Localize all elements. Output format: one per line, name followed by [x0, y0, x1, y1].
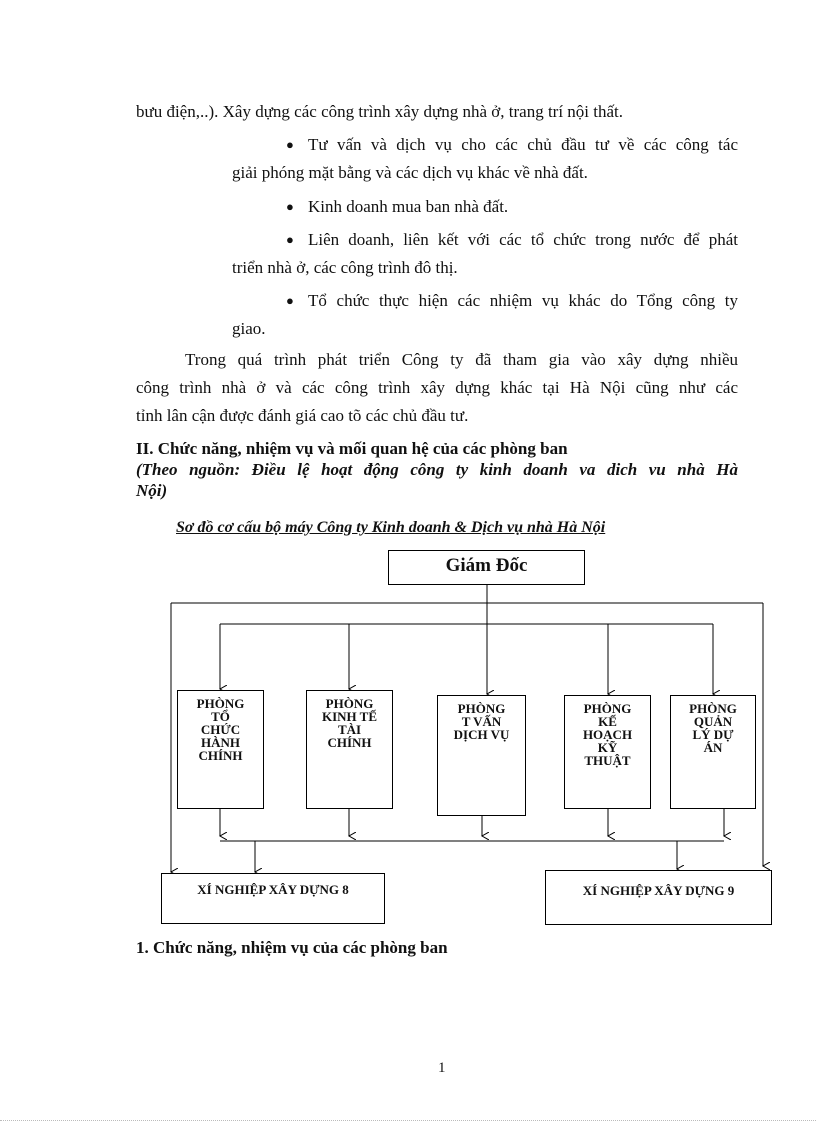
dept-box-consulting-services: [437, 695, 526, 816]
subsection-heading: 1. Chức năng, nhiệm vụ của các phòng ban: [136, 938, 448, 957]
dept-2-line: PHÒNG: [325, 696, 374, 711]
paragraph-line-1: Trong quá trình phát triển Công ty đã tham gia vào xây dựng nhiều: [185, 350, 738, 369]
page-bottom-divider: [0, 1120, 816, 1121]
dept-1-line: HÀNH: [201, 735, 240, 750]
bullet-3-line-1: Liên doanh, liên kết với các tổ chức trong nước để phát: [308, 230, 738, 249]
dept-3-line: PHÒNG: [457, 701, 506, 716]
bullet-icon: ●: [286, 199, 294, 214]
bullet-4-line-2: giao.: [232, 319, 266, 338]
dept-1-line: PHÒNG: [196, 696, 245, 711]
source-line-2: Nội): [136, 481, 168, 500]
dept-1-line: CHỨC: [200, 722, 241, 737]
dept-1-line: TỔ: [211, 709, 230, 724]
bullet-4-line-1: Tổ chức thực hiện các nhiệm vụ khác do Tổng công ty: [308, 291, 738, 310]
page-number: 1: [438, 1060, 446, 1076]
bullet-icon: ●: [286, 293, 294, 308]
director-box: Giám Đốc: [388, 550, 585, 585]
section-heading: II. Chức năng, nhiệm vụ và mối quan hệ của các phòng ban: [136, 439, 568, 458]
dept-5-line: QUẢN: [693, 714, 733, 729]
bullet-3-line-2: triển nhà ở, các công trình đô thị.: [232, 258, 458, 277]
bullet-2-line-1: Kinh doanh mua ban nhà đất.: [308, 197, 509, 216]
dept-2-line: KINH TẾ: [321, 709, 378, 724]
bullet-1-line-1: Tư vấn và dịch vụ cho các chủ đầu tư về các công tác: [308, 135, 738, 154]
enterprise-8-box: XÍ NGHIỆP XÂY DỰNG 8: [161, 873, 385, 924]
dept-3-line: DỊCH VỤ: [453, 727, 510, 742]
bullet-icon: ●: [286, 137, 294, 152]
dept-3-line: T VẤN: [461, 714, 502, 729]
dept-box-planning-technical: [564, 695, 651, 809]
body-line-1: bưu điện,..). Xây dựng các công trình xây dựng nhà ở, trang trí nội thất.: [136, 102, 624, 121]
dept-5-line: PHÒNG: [689, 701, 737, 716]
dept-2-line: TÀI: [337, 722, 362, 737]
enterprise-9-box: XÍ NGHIỆP XÂY DỰNG 9: [545, 870, 772, 925]
dept-4-line: KỸ: [597, 740, 618, 755]
dept-box-project-management: [670, 695, 756, 809]
paragraph-line-2: công trình nhà ở và các công trình xây dựng khác tại Hà Nội cũng như các: [136, 378, 738, 397]
bullet-1-line-2: giải phóng mặt bằng và các dịch vụ khác về nhà đất.: [232, 163, 588, 182]
dept-4-line: KẾ: [598, 714, 617, 729]
org-chart-title: Sơ đồ cơ cấu bộ máy Công ty Kinh doanh & Dịch vụ nhà Hà Nội: [176, 519, 606, 536]
dept-4-line: PHÒNG: [583, 701, 632, 716]
dept-box-economics-finance: [306, 690, 393, 809]
dept-box-organization-administration: [177, 690, 264, 809]
paragraph-line-3: tỉnh lân cận được đánh giá cao tõ các chủ đầu tư.: [136, 406, 469, 425]
source-line-1: (Theo nguồn: Điều lệ hoạt động công ty kinh doanh va dich vu nhà Hà: [136, 460, 738, 479]
dept-4-line: HOẠCH: [582, 727, 633, 742]
dept-5-line: ÁN: [703, 740, 723, 755]
dept-2-line: CHÍNH: [327, 735, 372, 750]
bullet-icon: ●: [286, 232, 294, 247]
dept-4-line: THUẬT: [584, 753, 631, 768]
dept-5-line: LÝ DỰ: [692, 727, 734, 742]
dept-1-line: CHÍNH: [198, 748, 243, 763]
